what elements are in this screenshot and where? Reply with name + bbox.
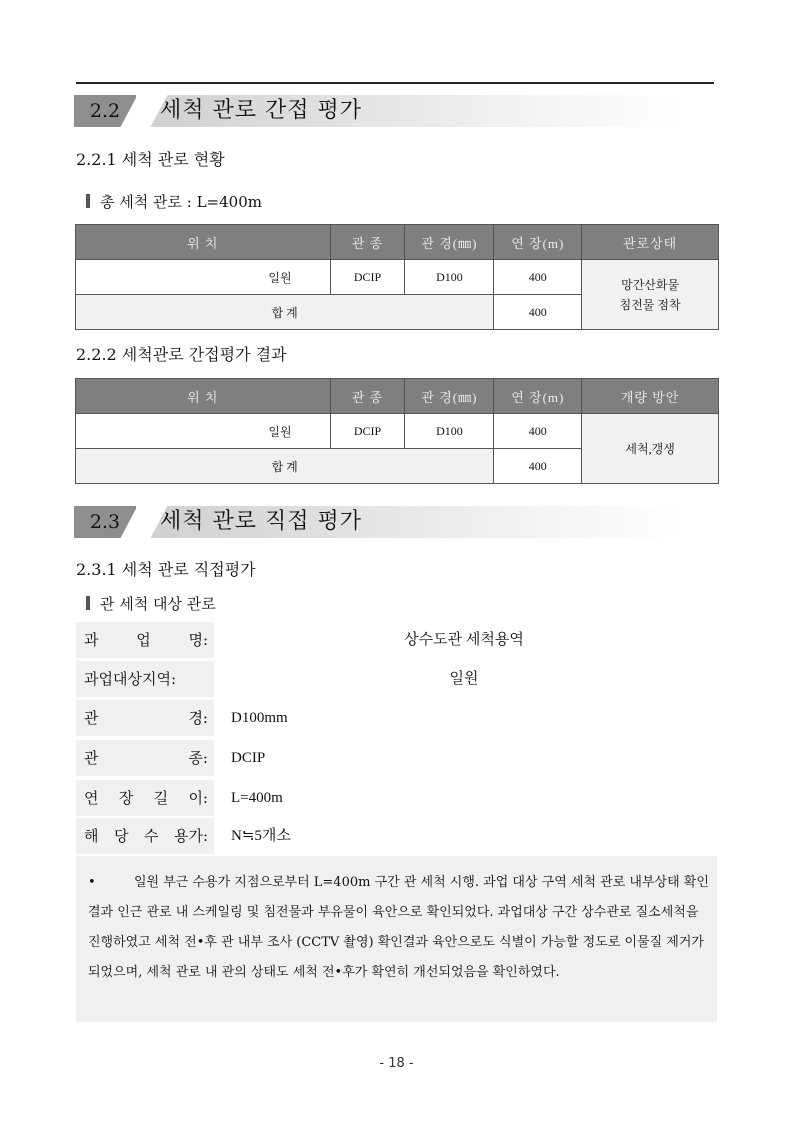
indirect-evaluation-table: [75, 378, 719, 484]
subsection-heading-2-3-1: 2.3.1 세척 관로 직접평가: [76, 560, 256, 579]
section-title: 세척 관로 간접 평가: [160, 98, 362, 123]
pipe-status-table: [75, 224, 719, 330]
header-improvement-plan: 개량 방안: [582, 379, 719, 414]
header-diameter: 관 경(㎜): [405, 379, 494, 414]
info-value: L=400m: [231, 790, 283, 806]
table-header-row: [76, 225, 719, 260]
info-row-customers: [76, 818, 716, 854]
cell-location: 일원: [76, 414, 331, 449]
cell-total-label: 합 계: [76, 295, 494, 330]
header-status: 관로상태: [582, 225, 719, 260]
bullet-bar-icon: [86, 194, 90, 208]
status-line-1: 망간산화물: [621, 277, 680, 292]
subsection-heading-2-2-2: 2.2.2 세척관로 간접평가 결과: [76, 345, 287, 364]
bullet-text: 총 세척 관로 : L=400m: [100, 193, 262, 211]
section-number: 2.3: [74, 506, 136, 538]
info-row-project-name: [76, 622, 716, 658]
info-value: N≒5개소: [231, 828, 291, 844]
info-row-project-area: [76, 661, 716, 697]
header-diameter: 관 경(㎜): [405, 225, 494, 260]
cell-length: 400: [494, 414, 582, 449]
info-label: 과업대상지역:: [76, 661, 214, 697]
header-location: 위 치: [76, 225, 331, 260]
section-number: 2.2: [74, 95, 136, 127]
cell-pipe-type: DCIP: [330, 260, 405, 295]
info-value: DCIP: [231, 750, 266, 766]
header-length: 연 장(m): [494, 379, 582, 414]
cell-status: [582, 260, 719, 330]
section-title: 세척 관로 직접 평가: [160, 509, 362, 534]
info-label: 과 업 명:: [76, 622, 214, 658]
bullet-text: 관 세척 대상 관로: [100, 595, 216, 613]
info-row-pipe-type: [76, 740, 716, 776]
status-line-2: 침전물 점착: [619, 297, 681, 312]
info-label: 연 장 길 이:: [76, 780, 214, 816]
section-banner-2-2: [74, 95, 686, 127]
cell-total-label: 합 계: [76, 449, 494, 484]
cell-pipe-type: DCIP: [330, 414, 405, 449]
result-description-text: 일원 부근 수용가 지점으로부터 L=400m 구간 관 세척 시행. 과업 대상 구역 세척 관로 내부상태 확인 결과 인근 관로 내 스케일링 및 침전물과 부유물이 육안으로 확인되었다. 과업대상 구간 상수관로 질소세척을 진행하였고 세척 전•후 관 내부 조사 (CCTV 촬영) 확인결과 육안으로도 식별이 가능할 정도로 이물질 제거가 되었으며, 세척 관로 내 관의 상태도 세척 전•후가 확연히 개선되었음을 확인하였다.: [88, 875, 709, 980]
cell-diameter: D100: [405, 260, 494, 295]
info-label: 관 종:: [76, 740, 214, 776]
subsection-heading-2-2-1: 2.2.1 세척 관로 현황: [76, 150, 225, 169]
result-description-box: [76, 856, 717, 1022]
info-label: 관 경:: [76, 700, 214, 736]
cell-total-length: 400: [494, 295, 582, 330]
info-row-diameter: [76, 700, 716, 736]
info-label: 해 당 수 용가:: [76, 818, 214, 854]
cell-improvement-plan: 세척,갱생: [582, 414, 719, 484]
table-row: [76, 414, 719, 449]
header-length: 연 장(m): [494, 225, 582, 260]
bullet-dot-icon: •: [88, 875, 96, 890]
section-banner-2-3: [74, 506, 686, 538]
table-row: [76, 260, 719, 295]
cell-total-length: 400: [494, 449, 582, 484]
info-row-length: [76, 780, 716, 816]
info-value: 상수도관 세척용역: [404, 632, 524, 648]
header-pipe-type: 관 종: [330, 379, 405, 414]
header-location: 위 치: [76, 379, 331, 414]
page-number: - 18 -: [379, 1056, 414, 1071]
bullet-heading-total: [86, 191, 262, 212]
cell-location: 일원: [76, 260, 331, 295]
bullet-bar-icon: [86, 596, 90, 610]
table-header-row: [76, 379, 719, 414]
bullet-heading-target: [86, 593, 216, 614]
header-pipe-type: 관 종: [330, 225, 405, 260]
info-value: 일원: [449, 671, 479, 687]
cell-diameter: D100: [405, 414, 494, 449]
info-value: D100mm: [231, 710, 288, 726]
top-rule: [76, 82, 714, 84]
cell-length: 400: [494, 260, 582, 295]
